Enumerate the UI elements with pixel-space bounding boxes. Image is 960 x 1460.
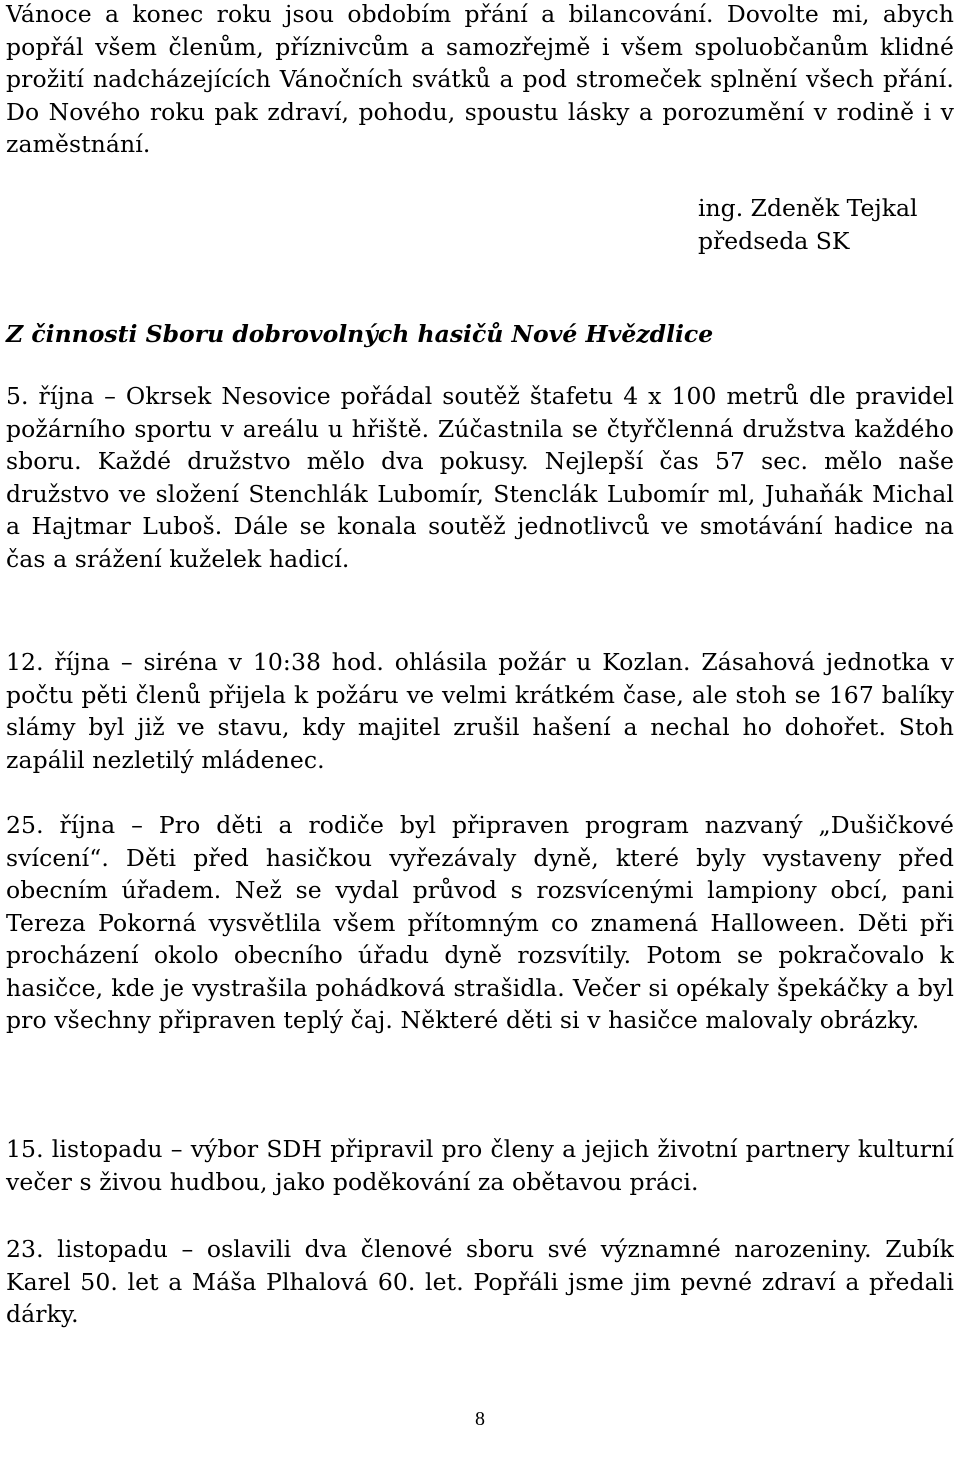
signature-name: ing. Zdeněk Tejkal: [698, 194, 918, 222]
activity-entry-relay-competition: 5. října – Okrsek Nesovice pořádal soutěž štafetu 4 x 100 metrů dle pravidel požárního sportu v areálu u hřiště. Zúčastnila se čtyřčlenná družstva každého sboru. Každé družstvo mělo dva pokusy. Nejlepší čas 57 sec. mělo naše družstvo ve složení Stenchlák Lubomír, Stenclák Lubomír ml, Juhaňák Michal a Hajtmar Luboš. Dále se konala soutěž jednotlivců ve smotávání hadice na čas a srážení kuželek hadicí.: [6, 382, 954, 573]
activity-entry-fire-alarm: 12. října – siréna v 10:38 hod. ohlásila požár u Kozlan. Zásahová jednotka v počtu pěti členů přijela k požáru ve velmi krátkém čase, ale stoh se 167 balíky slámy byl již ve stavu, kdy majitel zrušil hašení a nechal ho dohořet. Stoh zapálil nezletilý mládenec.: [6, 648, 954, 774]
activity-entry-lantern-event: 25. října – Pro děti a rodiče byl připraven program nazvaný „Dušičkové svícení“. Děti před hasičkou vyřezávaly dyně, které byly vystaveny před obecním úřadem. Než se vydal průvod s rozsvícenými lampiony obcí, pani Tereza Pokorná vysvětlila všem přítomným co znamená Halloween. Děti při procházení okolo obecního úřadu dyně rozsvítily. Potom se pokračovalo k hasičce, kde je vystrašila pohádková strašidla. Večer si opékaly špekáčky a byl pro všechny připraven teplý čaj. Některé děti si v hasičce malovaly obrázky.: [6, 811, 954, 1034]
signature-role: předseda SK: [698, 227, 850, 255]
page-number: 8: [475, 1408, 485, 1430]
activity-entry-cultural-evening: 15. listopadu – výbor SDH připravil pro členy a jejich životní partnery kulturní večer s živou hudbou, jako poděkování za obětavou práci.: [6, 1135, 954, 1196]
section-heading: Z činnosti Sboru dobrovolných hasičů Nové Hvězdlice: [6, 320, 714, 348]
activity-entry-birthdays: 23. listopadu – oslavili dva členové sboru své významné narozeniny. Zubík Karel 50. let a Máša Plhalová 60. let. Popřáli jsme jim pevné zdraví a předali dárky.: [6, 1235, 954, 1328]
christmas-greeting-paragraph: Vánoce a konec roku jsou obdobím přání a bilancování. Dovolte mi, abych popřál všem členům, příznivcům a samozřejmě i všem spoluobčanům klidné prožití nadcházejících Vánočních svátků a pod stromeček splnění všech přání. Do Nového roku pak zdraví, pohodu, spoustu lásky a porozumění v rodině i v zaměstnání.: [6, 0, 954, 158]
signature-block: [698, 192, 917, 258]
